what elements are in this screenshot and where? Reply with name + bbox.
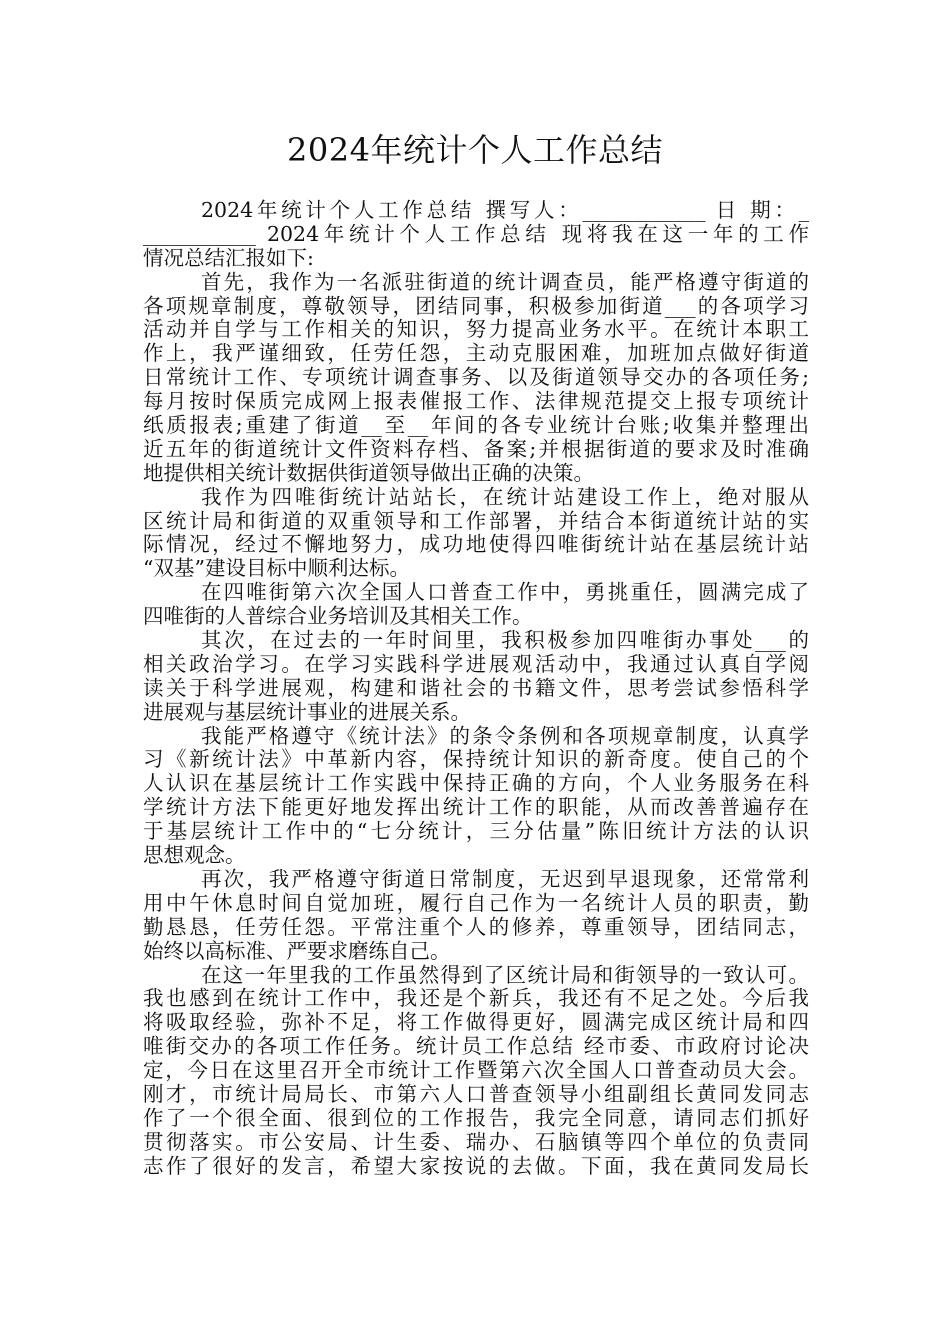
text-line: 相关政治学习。在学习实践科学进展观活动中，我通过认真自学阅 — [143, 651, 809, 676]
text-line: 刚才，市统计局局长、市第六人口普查领导小组副组长黄同发同志 — [143, 1081, 809, 1106]
text-line: 近五年的街道统计文件资料存档、备案;并根据街道的要求及时准确 — [143, 436, 809, 461]
text-line: 于基层统计工作中的“七分统计，三分估量”陈旧统计方法的认识 — [143, 819, 809, 844]
text-line: 志作了很好的发言，希望大家按说的去做。下面，我在黄同发局长 — [143, 1153, 809, 1178]
text-line: 其次，在过去的一年时间里，我积极参加四唯街办事处___的 — [201, 628, 809, 653]
text-line: 纸质报表;重建了街道__至__年间的各专业统计台账;收集并整理出 — [143, 413, 809, 438]
text-line: 学统计方法下能更好地发挥出统计工作的职能，从而改善普遍存在 — [143, 795, 809, 820]
text-line: 作了一个很全面、很到位的工作报告，我完全同意，请同志们抓好 — [143, 1105, 809, 1130]
text-line: 情况总结汇报如下: — [143, 245, 314, 270]
text-line: 再次，我严格遵守街道日常制度，无迟到早退现象，还常常利 — [201, 866, 809, 891]
text-line: 始终以高标准、严要求磨练自己。 — [143, 938, 451, 963]
text-line: 区统计局和街道的双重领导和工作部署，并结合本街道统计站的实 — [143, 508, 809, 533]
text-line: ___________ 2024年统计个人工作总结 现将我在这一年的工作 — [143, 221, 809, 246]
text-line: 进展观与基层统计事业的进展关系。 — [143, 699, 471, 724]
text-line: 我也感到在统计工作中，我还是个新兵，我还有不足之处。今后我 — [143, 986, 809, 1011]
text-line: 人认识在基层统计工作实践中保持正确的方向，个人业务服务在科 — [143, 771, 809, 796]
text-line: 活动并自学与工作相关的知识，努力提高业务水平。在统计本职工 — [143, 317, 809, 342]
text-line: 思想观念。 — [143, 843, 246, 868]
text-line: 勤恳恳，任劳任怨。平常注重个人的修养，尊重领导，团结同志， — [143, 914, 809, 939]
text-line: 唯街交办的各项工作任务。统计员工作总结 经市委、市政府讨论决 — [143, 1034, 809, 1059]
document-body — [143, 199, 809, 1179]
text-line: 各项规章制度，尊敬领导，团结同事，积极参加街道___的各项学习 — [143, 293, 809, 318]
text-line: 2024年统计个人工作总结 撰写人：____________ 日 期：_ — [201, 198, 809, 222]
text-line: 每月按时保质完成网上报表催报工作、法律规范提交上报专项统计 — [143, 389, 809, 414]
text-line: 读关于科学进展观，构建和谐社会的书籍文件，思考尝试参悟科学 — [143, 675, 809, 700]
text-line: 我能严格遵守《统计法》的条令条例和各项规章制度，认真学 — [201, 723, 809, 748]
text-line: 定，今日在这里召开全市统计工作暨第六次全国人口普查动员大会。 — [143, 1058, 809, 1083]
text-line: 际情况，经过不懈地努力，成功地使得四唯街统计站在基层统计站 — [143, 532, 809, 557]
text-line: 在四唯街第六次全国人口普查工作中，勇挑重任，圆满完成了 — [201, 580, 809, 605]
text-line: 习《新统计法》中革新内容，保持统计知识的新奇度。使自己的个 — [143, 747, 809, 772]
text-line: 我作为四唯街统计站站长，在统计站建设工作上，绝对服从 — [201, 484, 809, 509]
document-title: 2024年统计个人工作总结 — [287, 131, 663, 169]
text-line: 作上，我严谨细致，任劳任怨，主动克服困难，加班加点做好街道 — [143, 341, 809, 366]
text-line: 贯彻落实。市公安局、计生委、瑞办、石脑镇等四个单位的负责同 — [143, 1129, 809, 1154]
text-line: 将吸取经验，弥补不足，将工作做得更好，圆满完成区统计局和四 — [143, 1010, 809, 1035]
text-line: 在这一年里我的工作虽然得到了区统计局和街领导的一致认可。 — [201, 962, 809, 987]
text-line: 日常统计工作、专项统计调查事务、以及街道领导交办的各项任务; — [143, 365, 809, 390]
text-line: 地提供相关统计数据供街道领导做出正确的决策。 — [143, 460, 594, 485]
text-line: 四唯街的人普综合业务培训及其相关工作。 — [143, 604, 533, 629]
text-line: 用中午休息时间自觉加班，履行自己作为一名统计人员的职责，勤 — [143, 890, 809, 915]
text-line: 首先，我作为一名派驻街道的统计调查员，能严格遵守街道的 — [201, 269, 809, 294]
text-line: “双基”建设目标中顺利达标。 — [143, 556, 410, 581]
